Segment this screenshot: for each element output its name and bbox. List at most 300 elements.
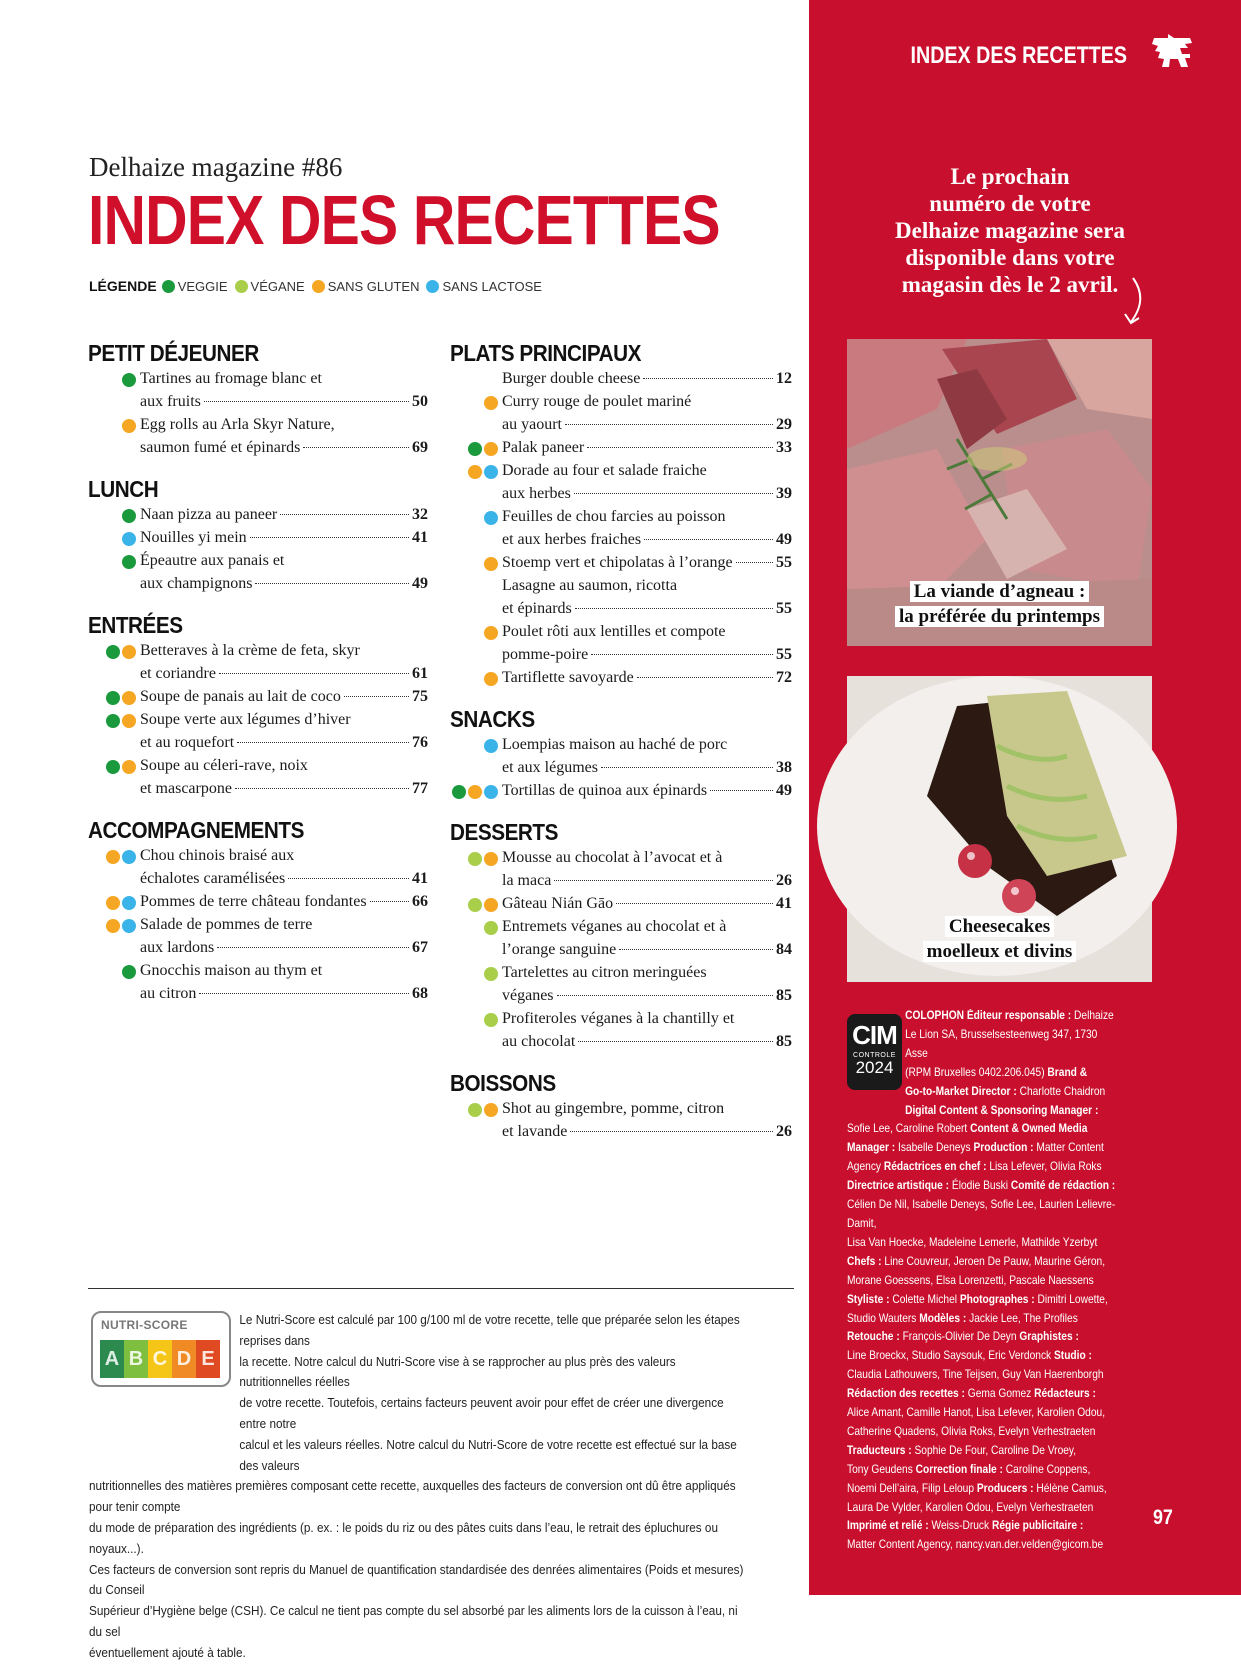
recipe-diet-icons [450,390,502,436]
delhaize-lion-icon [1152,34,1194,68]
recipe-entry[interactable] [88,526,428,549]
sans-gluten-dot-icon [484,672,498,686]
colophon-role: Graphistes : [1019,1330,1079,1344]
recipe-page-number: 85 [776,1033,792,1050]
recipe-name-line: au chocolat [502,1033,576,1050]
page-title: INDEX DES RECETTES [88,181,720,259]
recipe-diet-icons [88,959,140,1005]
recipe-column-right [450,340,792,1160]
promo-line [845,244,1175,271]
recipe-line [502,733,792,756]
recipe-line [502,892,792,915]
recipe-name-line: Mousse au chocolat à l’avocat et à [502,849,723,866]
recipe-line [140,867,428,890]
recipe-text [502,1007,792,1053]
recipe-text [140,639,428,685]
colophon-line [847,1461,1122,1480]
recipe-line [502,436,792,459]
recipe-page-number: 85 [776,987,792,1004]
legend-dot-icon [426,280,439,293]
colophon-role: Chefs : [847,1254,885,1268]
recipe-diet-icons [88,503,140,526]
recipe-section [88,612,428,800]
recipe-diet-icons [88,844,140,890]
nutriscore-text-line: du mode de préparation des ingrédients (p. ex. : le poids du riz ou des pâtes cuits dans l’eau, le retrait des épluchures ou noyaux...). [89,1520,719,1556]
colophon-names: Isabelle Deneys [898,1141,974,1155]
recipe-entry[interactable] [88,890,428,913]
recipe-name-line: Salade de pommes de terre [140,916,313,933]
nutriscore-text-line: éventuellement ajouté à table. [89,1645,246,1660]
colophon-role: Régie publicitaire : [991,1519,1084,1533]
colophon-role: Imprimé et relié : [847,1519,932,1533]
colophon-names: Jackie Lee, The Profiles [969,1311,1078,1325]
recipe-diet-icons [88,754,140,800]
recipe-line [502,390,792,413]
recipe-line [502,574,792,597]
recipe-diet-icons [450,505,502,551]
recipe-name-line: Épeautre aux panais et [140,552,285,569]
dot-leader [736,562,773,563]
sans-lactose-dot-icon [484,465,498,479]
recipe-name-line: Poulet rôti aux lentilles et compote [502,623,726,640]
recipe-name-line: saumon fumé et épinards [140,439,301,456]
nutriscore-badge-label: NUTRI-SCORE [101,1318,188,1332]
dot-leader [587,447,773,448]
dot-leader [591,654,773,655]
cheesecake-photo-caption [847,914,1152,964]
colophon-names: Weiss-Druck [931,1519,992,1533]
veggie-dot-icon [106,714,120,728]
caption-line-text: La viande d’agneau : [910,581,1090,602]
recipe-line [502,915,792,938]
colophon-names: Catherine Quadens, Olivia Roks, Evelyn Verhestraeten [847,1424,1096,1438]
caption-line-text: la préférée du printemps [895,606,1104,627]
recipe-name-line: Soupe de panais au lait de coco [140,688,341,705]
colophon-role: Content & Owned Media [970,1122,1088,1136]
colophon-names: Studio Wauters [847,1311,920,1325]
nutriscore-grade-c: C [148,1340,172,1378]
recipe-text [140,913,428,959]
colophon-role: Digital Content & Sponsoring Manager : [905,1103,1099,1117]
colophon-line [847,1253,1122,1272]
promo-line-text: magasin dès le 2 avril. [901,272,1119,297]
sans-gluten-dot-icon [106,850,120,864]
recipe-diet-icons [88,890,140,913]
recipe-name-line: pomme-poire [502,646,589,663]
recipe-text [140,708,428,754]
colophon-names: Agency [847,1160,884,1174]
vegane-dot-icon [484,967,498,981]
recipe-entry[interactable] [450,666,792,689]
lamb-photo-caption [847,579,1152,629]
recipe-line [140,685,428,708]
recipe-page-number: 49 [776,531,792,548]
recipe-line [502,528,792,551]
colophon-names: François-Olivier De Deyn [902,1330,1020,1344]
colophon-names: Delhaize [1074,1009,1114,1022]
colophon-line [847,1310,1122,1329]
legend-dot-icon [312,280,325,293]
recipe-page-number: 41 [776,895,792,912]
cim-logo [847,1014,902,1090]
colophon-line [847,1158,1122,1177]
recipe-line [140,844,428,867]
recipe-diet-icons [450,620,502,666]
promo-line-text: disponible dans votre [905,245,1115,270]
recipe-line [502,505,792,528]
colophon-line [847,1536,1122,1555]
colophon-line [847,1196,1122,1234]
recipe-line [502,551,792,574]
legend-item [235,279,305,294]
recipe-entry[interactable] [88,708,428,754]
nutriscore-text-line: nutritionnelles des matières premières composant cette recette, auxquelles des facteurs de conversion ont dû être appliqués pour tenir compte [89,1479,736,1515]
recipe-name-line: aux lardons [140,939,215,956]
recipe-entry[interactable] [88,913,428,959]
cim-logo-sub: CONTROLE [853,1052,896,1059]
colophon-names: Sofie Lee, Caroline Robert [847,1122,971,1136]
recipe-diet-icons [88,708,140,754]
recipe-entry[interactable] [450,574,792,620]
nutriscore-text-line: Supérieur d’Hygiène belge (CSH). Ce calcul ne tient pas compte du sel absorbé par les aliments lors de la cuisson à l’eau, ni du sel [89,1604,738,1639]
recipe-name-line: Entremets véganes au chocolat et à [502,918,727,935]
recipe-entry[interactable] [88,685,428,708]
colophon-names: Célien De Nil, Isabelle Deneys, Sofie Lee, Laurien Lelievre-Damit, [847,1198,1116,1230]
nutriscore-text-line: Le Nutri-Score est calculé par 100 g/100 ml de votre recette, telle que préparée selon les étapes reprises dans [239,1313,740,1348]
colophon-line [847,1139,1122,1158]
recipe-name-line: Nouilles yi mein [140,529,247,546]
recipe-text [502,1097,792,1143]
recipe-line [140,913,428,936]
recipe-name-line: Curry rouge de poulet mariné [502,393,692,410]
recipe-section [88,340,428,459]
promo-line-text: Delhaize magazine sera [895,218,1125,243]
colophon-line [847,1423,1122,1442]
colophon-role: Styliste : [847,1292,893,1306]
recipe-line [140,639,428,662]
recipe-diet-icons [450,367,502,390]
recipe-section [88,476,428,595]
recipe-entry[interactable] [450,390,792,436]
recipe-page-number: 12 [776,370,792,387]
recipe-line [140,959,428,982]
vegane-dot-icon [468,852,482,866]
dot-leader [370,901,409,902]
recipe-text [140,367,428,413]
recipe-name-line: Feuilles de chou farcies au poisson [502,508,726,525]
sans-gluten-dot-icon [122,645,136,659]
recipe-text [502,390,792,436]
sans-lactose-dot-icon [122,532,136,546]
colophon-role: Traducteurs : [847,1443,915,1457]
dot-leader [237,742,409,743]
recipe-entry[interactable] [88,754,428,800]
recipe-name-line: au citron [140,985,197,1002]
recipe-line [140,367,428,390]
legend-dot-icon [235,280,248,293]
recipe-entry[interactable] [450,733,792,779]
recipe-diet-icons [88,413,140,459]
recipe-name-line: et au roquefort [140,734,235,751]
colophon-names: Gema Gomez [967,1387,1035,1401]
veggie-dot-icon [122,509,136,523]
colophon-names: Laura De Vylder, Karolien Odou, Evelyn Verhestraeten [847,1500,1094,1514]
recipe-name-line: Chou chinois braisé aux [140,847,295,864]
recipe-text [502,779,792,802]
colophon-role: Retouche : [847,1330,903,1344]
recipe-name-line: Stoemp vert et chipolatas à l’orange [502,554,733,571]
colophon-names: Hélène Camus, [1036,1481,1107,1495]
sans-gluten-dot-icon [106,896,120,910]
recipe-text [502,846,792,892]
recipe-line [502,1007,792,1030]
colophon-line [847,1177,1122,1196]
recipe-page-number: 32 [412,506,428,523]
colophon-line [847,1366,1122,1385]
recipe-entry[interactable] [450,846,792,892]
dot-leader [637,677,773,678]
recipe-name-line: aux herbes [502,485,571,502]
dot-leader [578,1041,773,1042]
recipe-name-line: l’orange sanguine [502,941,617,958]
recipe-name-line: Soupe verte aux légumes d’hiver [140,711,351,728]
recipe-entry[interactable] [450,1097,792,1143]
recipe-line [502,413,792,436]
sans-gluten-dot-icon [484,626,498,640]
nutriscore-grade-a: A [100,1340,124,1378]
recipe-line [502,1097,792,1120]
recipe-page-number: 41 [412,529,428,546]
recipe-entry[interactable] [450,915,792,961]
dot-leader [199,993,409,994]
colophon-role: Correction finale : [915,1462,1006,1476]
recipe-name-line: Profiteroles véganes à la chantilly et [502,1010,735,1027]
recipe-name-line: et aux légumes [502,759,598,776]
vegane-dot-icon [484,1013,498,1027]
recipe-section [450,819,792,1053]
recipe-name-line: Loempias maison au haché de porc [502,736,728,753]
colophon-role: Comité de rédaction : [1010,1179,1116,1193]
recipe-entry[interactable] [450,367,792,390]
recipe-page-number: 55 [776,600,792,617]
promo-line-text: numéro de votre [929,191,1091,216]
recipe-entry[interactable] [450,505,792,551]
recipe-section [450,340,792,689]
recipe-text [502,459,792,505]
recipe-diet-icons [88,639,140,685]
cim-logo-year: 2024 [855,1058,894,1077]
sans-gluten-dot-icon [484,898,498,912]
section-title: PETIT DÉJEUNER [88,340,259,366]
legend-label: VEGGIE [177,278,228,294]
recipe-text [502,892,792,915]
colophon-line [847,1291,1122,1310]
dot-leader [235,788,409,789]
recipe-entry[interactable] [450,961,792,1007]
recipe-page-number: 26 [776,872,792,889]
nutriscore-grades [100,1340,220,1378]
recipe-page-number: 49 [412,575,428,592]
colophon-line [847,1404,1122,1423]
recipe-diet-icons [450,915,502,961]
recipe-name-line: Gnocchis maison au thym et [140,962,323,979]
legend-label: VÉGANE [250,278,305,294]
recipe-text [502,505,792,551]
recipe-diet-icons [450,733,502,779]
recipe-line [502,1120,792,1143]
recipe-text [502,666,792,689]
caption-line [847,914,1152,939]
recipe-line [140,777,428,800]
recipe-text [140,549,428,595]
recipe-entry[interactable] [450,459,792,505]
recipe-text [502,367,792,390]
sans-gluten-dot-icon [122,714,136,728]
section-title: ACCOMPAGNEMENTS [88,817,304,843]
colophon-names: Charlotte Chaidron [1019,1084,1106,1098]
section-title: LUNCH [88,476,159,502]
colophon-names: Lisa Lefever, Olivia Roks [989,1160,1102,1174]
recipe-line [140,436,428,459]
colophon-role: Go-to-Market Director : [905,1084,1020,1098]
recipe-page-number: 49 [776,782,792,799]
caption-line [847,579,1152,604]
recipe-name-line: Tartelettes au citron meringuées [502,964,707,981]
veggie-dot-icon [122,373,136,387]
sans-gluten-dot-icon [106,919,120,933]
recipe-diet-icons [450,666,502,689]
recipe-entry[interactable] [88,367,428,413]
colophon-names: Lisa Van Hoecke, Madeleine Lemerle, Mathilde Yzerbyt [847,1235,1098,1249]
recipe-name-line: et mascarpone [140,780,232,797]
nutriscore-grade-e: E [196,1340,220,1378]
recipe-line [140,390,428,413]
dot-leader [601,767,773,768]
recipe-name-line: et lavande [502,1123,568,1140]
recipe-name-line: et aux herbes fraiches [502,531,642,548]
colophon-line [847,1499,1122,1518]
recipe-entry[interactable] [88,959,428,1005]
recipe-entry[interactable] [88,413,428,459]
dot-leader [575,608,773,609]
recipe-diet-icons [88,526,140,549]
dot-leader [554,880,773,881]
recipe-section [88,817,428,1005]
colophon-role: Studio : [1053,1349,1092,1363]
recipe-name-line: Betteraves à la crème de feta, skyr [140,642,360,659]
recipe-page-number: 68 [412,985,428,1002]
recipe-entry[interactable] [450,892,792,915]
sans-gluten-dot-icon [484,442,498,456]
recipe-line [140,890,428,913]
recipe-entry[interactable] [450,436,792,459]
recipe-name-line: échalotes caramélisées [140,870,286,887]
colophon-line [847,1480,1122,1499]
recipe-line [502,459,792,482]
recipe-diet-icons [450,779,502,802]
colophon-names: Sophie De Four, Caroline De Vroey, [914,1443,1077,1457]
recipe-entry[interactable] [450,620,792,666]
recipe-line [502,779,792,802]
legend [89,278,549,294]
recipe-line [140,413,428,436]
recipe-text [502,574,792,620]
sans-gluten-dot-icon [468,465,482,479]
recipe-line [502,482,792,505]
sans-gluten-dot-icon [122,419,136,433]
recipe-line [140,754,428,777]
nutriscore-grade-b: B [124,1340,148,1378]
colophon-names: Le Lion SA, Brusselsesteenweg 347, 1730 Asse [905,1027,1098,1060]
colophon-line [847,1442,1122,1461]
footer-divider [88,1288,794,1289]
dot-leader [574,493,773,494]
legend-item [162,279,228,294]
sans-lactose-dot-icon [122,919,136,933]
recipe-line [502,869,792,892]
recipe-text [140,503,428,526]
veggie-dot-icon [122,965,136,979]
recipe-text [502,551,792,574]
recipe-entry[interactable] [88,844,428,890]
legend-label: SANS GLUTEN [327,278,420,294]
colophon-names: Line Broeckx, Studio Saysouk, Eric Verdonck [847,1349,1054,1363]
nutriscore-text-line: la recette. Notre calcul du Nutri-Score vise à se rapprocher au plus près des valeurs nutritionnelles réelles [239,1354,676,1390]
recipe-name-line: et épinards [502,600,572,617]
recipe-entry[interactable] [450,1007,792,1053]
recipe-diet-icons [450,961,502,1007]
sans-lactose-dot-icon [122,850,136,864]
recipe-entry[interactable] [88,639,428,685]
recipe-entry[interactable] [88,503,428,526]
colophon-names: (RPM Bruxelles 0402.206.045) [905,1065,1048,1079]
recipe-diet-icons [450,892,502,915]
recipe-name-line: Egg rolls au Arla Skyr Nature, [140,416,335,433]
recipe-name-line: aux fruits [140,393,201,410]
recipe-text [502,620,792,666]
recipe-line [502,620,792,643]
promo-line-text: Le prochain [950,164,1070,189]
recipe-page-number: 33 [776,439,792,456]
colophon-line [847,1347,1122,1366]
dot-leader [303,447,409,448]
recipe-text [502,436,792,459]
magazine-issue-line: Delhaize magazine #86 [89,152,343,182]
colophon-line [847,1385,1122,1404]
recipe-text [502,915,792,961]
colophon-role: Rédactrices en chef : [883,1160,990,1174]
dot-leader [288,878,409,879]
colophon-role: Production : [973,1141,1037,1155]
colophon-names: Caroline Coppens, [1005,1462,1091,1476]
recipe-entry[interactable] [450,551,792,574]
nutriscore-text-line: Ces facteurs de conversion sont repris du Manuel de quantification standardisée des denrées alimentaires (Poids et mesures) du Conseil [89,1562,744,1598]
nutriscore-text-line: de votre recette. Toutefois, certains facteurs peuvent avoir pour effet de créer une divergence entre notre [239,1396,724,1431]
recipe-name-line: véganes [502,987,554,1004]
colophon-names: Noemi Dell’aira, Filip Leloup [847,1481,977,1495]
colophon-names: Matter Content Agency, nancy.van.der.velden@gicom.be [847,1538,1104,1552]
recipe-page-number: 55 [776,646,792,663]
dot-leader [616,903,773,904]
dot-leader [217,947,409,948]
recipe-line [140,572,428,595]
cim-logo-text: CIM [852,1020,897,1050]
nutriscore-badge [91,1311,231,1387]
recipe-entry[interactable] [88,549,428,595]
recipe-line [140,708,428,731]
promo-line [845,163,1175,190]
recipe-entry[interactable] [450,779,792,802]
